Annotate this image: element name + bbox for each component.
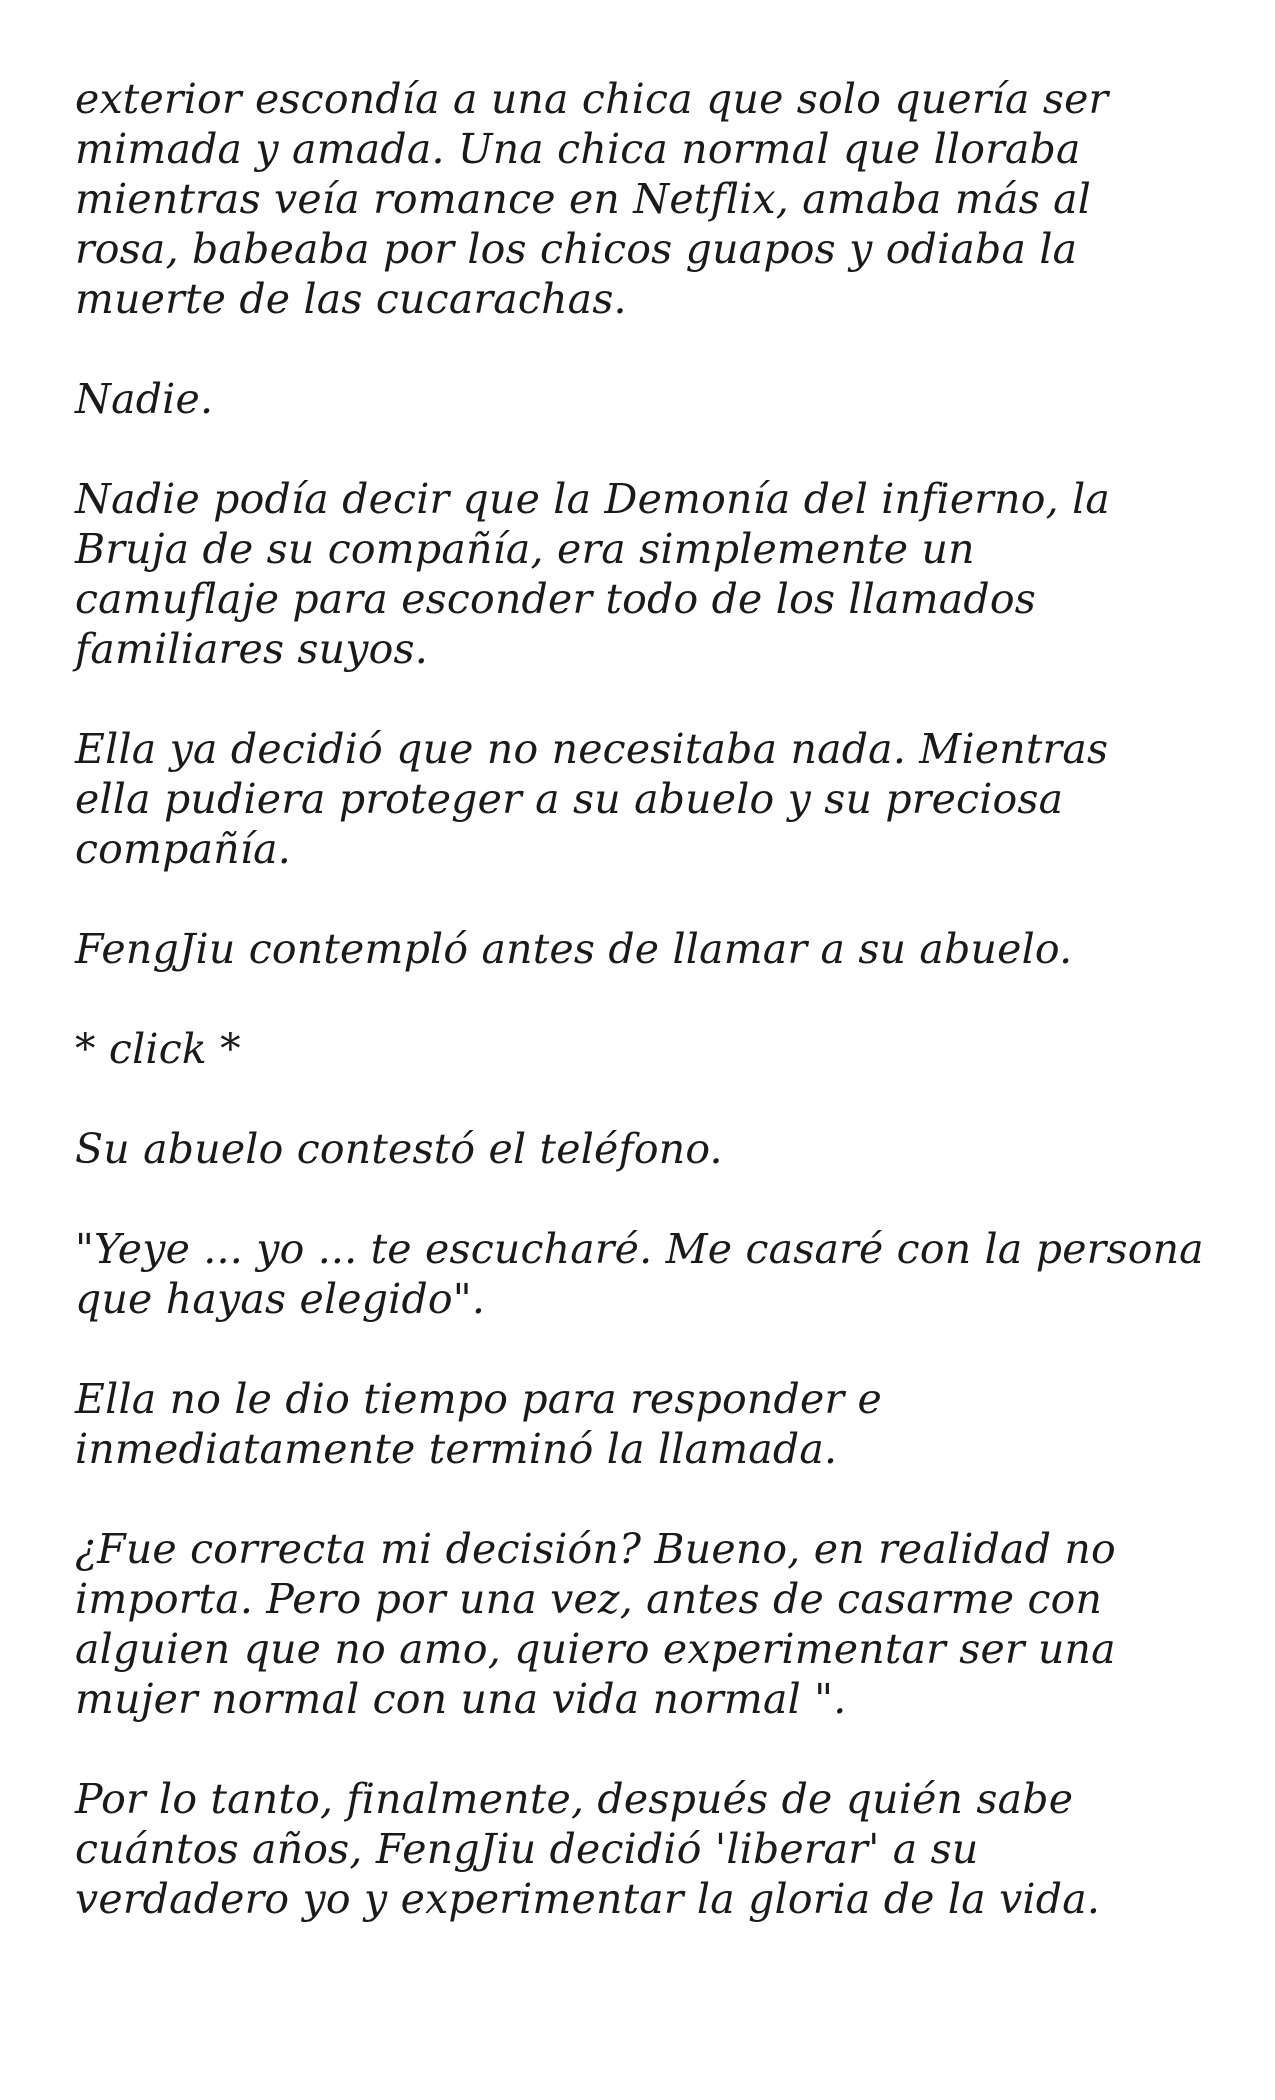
text-line: verdadero yo y experimentar la gloria de la vida. — [75, 1875, 1101, 1923]
paragraph-3 — [75, 474, 1235, 674]
paragraph-2 — [75, 374, 1235, 424]
paragraph-5 — [75, 924, 1235, 974]
paragraph-6 — [75, 1024, 1235, 1074]
text-line: compañía. — [75, 825, 292, 873]
text-line: mujer normal con una vida normal ". — [75, 1675, 847, 1723]
paragraph-4 — [75, 724, 1235, 874]
text-line: Por lo tanto, finalmente, después de quién sabe — [75, 1775, 1074, 1823]
text-line: muerte de las cucarachas. — [75, 275, 627, 323]
text-line: familiares suyos. — [75, 625, 428, 673]
text-line: FengJiu contempló antes de llamar a su abuelo. — [75, 925, 1073, 973]
text-line: importa. Pero por una vez, antes de casarme con — [75, 1575, 1103, 1623]
text-line: * click * — [75, 1025, 241, 1073]
text-line: camuflaje para esconder todo de los llamados — [75, 575, 1036, 623]
paragraph-1 — [75, 74, 1235, 324]
paragraph-11 — [75, 1774, 1235, 1924]
text-line: alguien que no amo, quiero experimentar ser una — [75, 1625, 1116, 1673]
text-line: rosa, babeaba por los chicos guapos y odiaba la — [75, 225, 1078, 273]
text-line: ¿Fue correcta mi decisión? Bueno, en realidad no — [75, 1525, 1116, 1573]
text-line: mientras veía romance en Netflix, amaba más al — [75, 175, 1092, 223]
text-line: que hayas elegido". — [75, 1275, 486, 1323]
text-line: exterior escondía a una chica que solo quería ser — [75, 75, 1109, 123]
text-line: ella pudiera proteger a su abuelo y su preciosa — [75, 775, 1064, 823]
text-line: Ella no le dio tiempo para responder e — [75, 1375, 882, 1423]
text-line: Nadie. — [75, 375, 214, 423]
text-line: Bruja de su compañía, era simplemente un — [75, 525, 975, 573]
paragraph-9 — [75, 1374, 1235, 1474]
paragraph-10 — [75, 1524, 1235, 1724]
text-line: mimada y amada. Una chica normal que lloraba — [75, 125, 1081, 173]
text-line: Nadie podía decir que la Demonía del infierno, la — [75, 475, 1111, 523]
text-line: Ella ya decidió que no necesitaba nada. Mientras — [75, 725, 1109, 773]
paragraph-7 — [75, 1124, 1235, 1174]
text-line: cuántos años, FengJiu decidió 'liberar' a su — [75, 1825, 979, 1873]
text-line: inmediatamente terminó la llamada. — [75, 1425, 838, 1473]
text-line: "Yeye ... yo ... te escucharé. Me casaré con la persona — [75, 1225, 1204, 1273]
document-page — [75, 74, 1235, 1924]
text-line: Su abuelo contestó el teléfono. — [75, 1125, 723, 1173]
paragraph-8 — [75, 1224, 1235, 1324]
